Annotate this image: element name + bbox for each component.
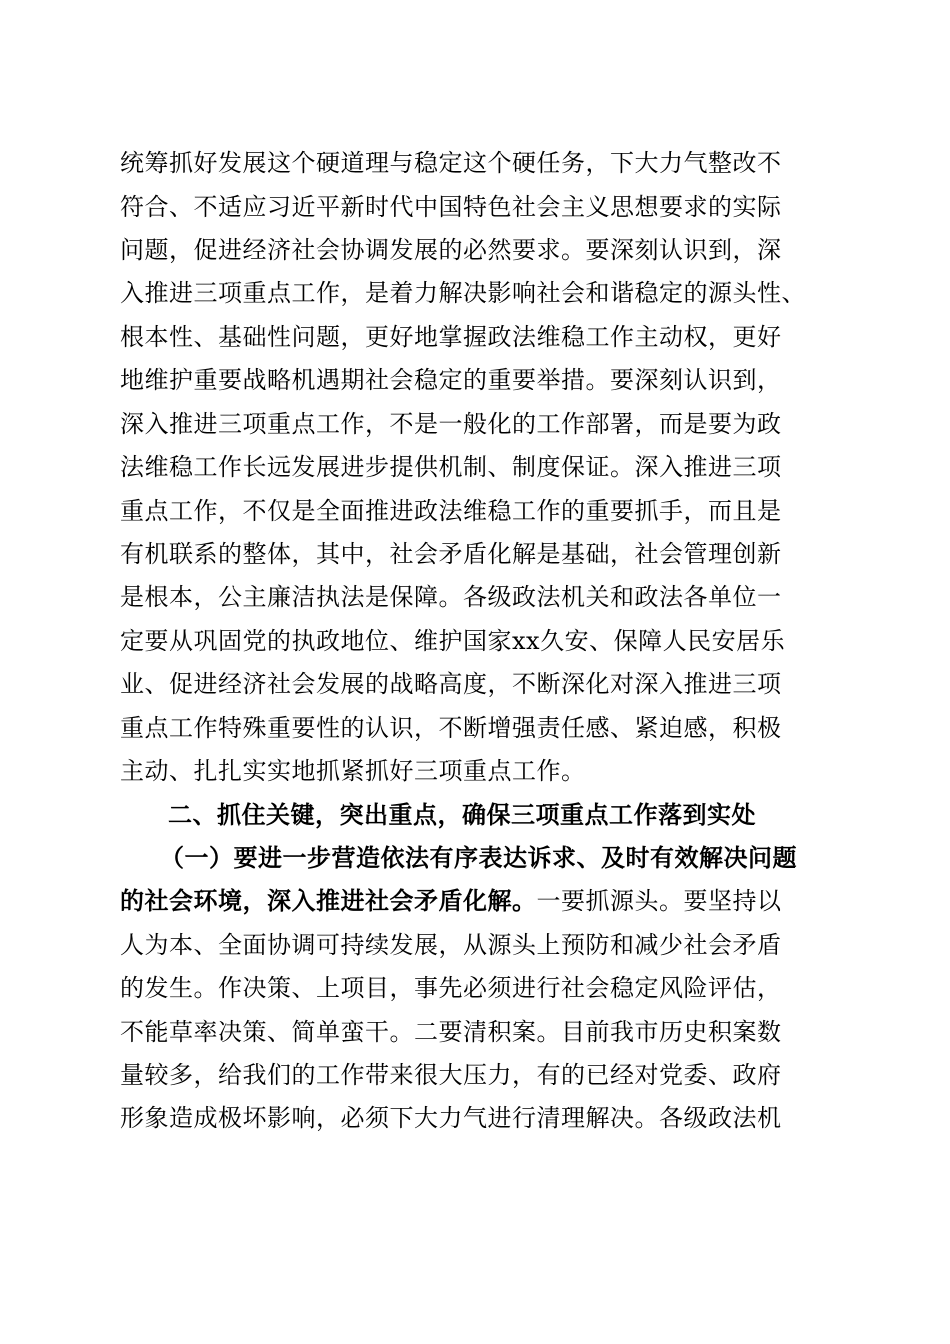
body-line: 重点工作特殊重要性的认识，不断增强责任感、紧迫感，积极 [120, 714, 782, 742]
body-line: 入推进三项重点工作，是着力解决影响社会和谐稳定的源头性、 [120, 279, 806, 307]
body-line: 统筹抓好发展这个硬道理与稳定这个硬任务，下大力气整改不 [120, 149, 782, 177]
body-line: 法维稳工作长远发展进步提供机制、制度保证。深入推进三项 [120, 453, 782, 481]
subsection-heading-tail: 的社会环境，深入推进社会矛盾化解。 [120, 886, 537, 915]
body-line: 业、促进经济社会发展的战略高度，不断深化对深入推进三项 [120, 670, 782, 698]
body-line: 符合、不适应习近平新时代中国特色社会主义思想要求的实际 [120, 193, 782, 221]
body-text: 一要抓源头。要坚持以 [536, 887, 782, 915]
body-line: 人为本、全面协调可持续发展，从源头上预防和减少社会矛盾 [120, 931, 782, 959]
body-line: 的发生。作决策、上项目，事先必须进行社会稳定风险评估， [120, 974, 782, 1002]
body-line: 定要从巩固党的执政地位、维护国家xx久安、保障人民安居乐 [120, 627, 786, 655]
body-line: 地维护重要战略机遇期社会稳定的重要举措。要深刻认识到， [120, 366, 782, 394]
subsection-heading: （一）要进一步营造依法有序表达诉求、及时有效解决问题 [160, 843, 797, 872]
body-line: 重点工作，不仅是全面推进政法维稳工作的重要抓手，而且是 [120, 497, 782, 525]
body-line: 形象造成极坏影响，必须下大力气进行清理解决。各级政法机 [120, 1104, 782, 1132]
body-line: 量较多，给我们的工作带来很大压力，有的已经对党委、政府 [120, 1061, 782, 1089]
body-line: 深入推进三项重点工作，不是一般化的工作部署，而是要为政 [120, 410, 782, 438]
subsection-continuation [120, 884, 782, 918]
body-line: 主动、扎扎实实地抓紧抓好三项重点工作。 [120, 757, 586, 785]
body-line: 问题，促进经济社会协调发展的必然要求。要深刻认识到，深 [120, 236, 782, 264]
body-line: 根本性、基础性问题，更好地掌握政法维稳工作主动权，更好 [120, 323, 782, 351]
body-line: 有机联系的整体，其中，社会矛盾化解是基础，社会管理创新 [120, 540, 782, 568]
body-line: 是根本，公主廉洁执法是保障。各级政法机关和政法各单位一 [120, 583, 782, 611]
body-line: 不能草率决策、简单蛮干。二要清积案。目前我市历史积案数 [120, 1018, 782, 1046]
section-heading: 二、抓住关键，突出重点，确保三项重点工作落到实处 [168, 801, 756, 829]
